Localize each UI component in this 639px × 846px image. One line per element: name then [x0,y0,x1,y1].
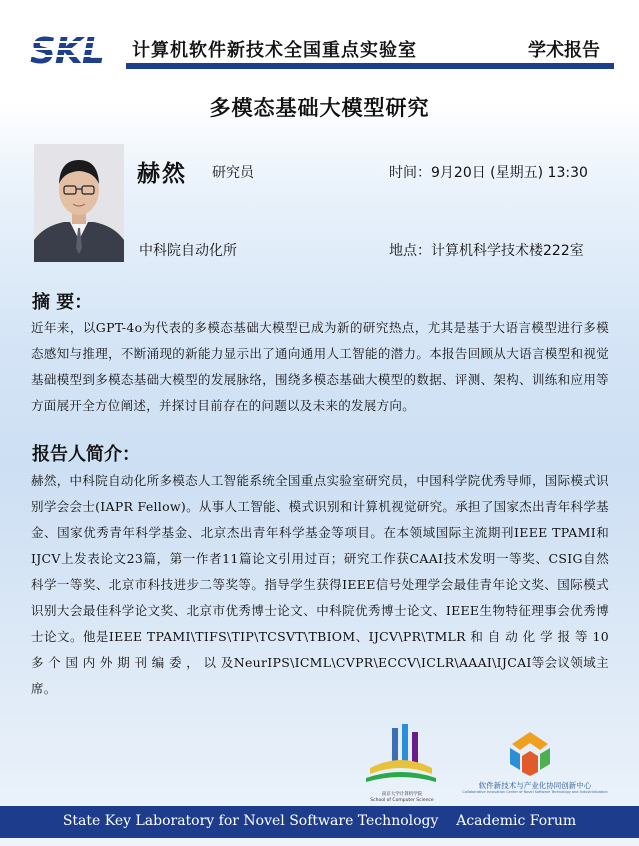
speaker-organization: 中科院自动化所 [139,243,237,259]
bio-heading: 报告人简介： [32,444,140,465]
header-divider [126,63,614,69]
abstract-text: 近年来，以GPT-4o为代表的多模态基础大模型已成为新的研究热点，尤其是基于大语言模型进行多模态感知与推理，不断涌现的新能力显示出了通向通用人工智能的潜力。本报告回顾从大语言模型和视觉基础模型到多模态基础大模型的发展脉络，围绕多模态基础大模型的数据、评测、架构、训练和应用等方面展开全方位阐述，并探讨目前存在的问题以及未来的发展方向。 [31,320,609,413]
footer-bar [0,806,639,838]
footer-text: State Key Laboratory for Novel Software Technology Academic Forum [62,813,577,829]
skl-logo-text: SKL [30,31,104,70]
event-time: 时间：9月20日 (星期五) 13:30 [389,165,588,181]
nju-cs-logo-text-en: School of Computer Science [370,798,434,803]
header [0,0,639,80]
bio-text: 赫然，中科院自动化所多模态人工智能系统全国重点实验室研究员，中国科学院优秀导师，国际模式识别学会会士(IAPR Fellow)。从事人工智能、模式识别和计算机视觉研究。承担了国家杰出青年科学基金、国家优秀青年科学基金、北京杰出青年科学基金等项目。在本领域国际主流期刊IEEE TPAMI和IJCV上发表论文23篇，第一作者11篇论文引用过百；研究工作获CAAI技术发明一等奖、CSIG自然科学一等奖、北京市科技进步二等奖等。指导学生获得IEEE信号处理学会最佳青年论文奖、国际模式识别大会最佳科学论文奖、北京市优秀博士论文、中科院优秀博士论文、IEEE生物特征理事会优秀博士论文。他是IEEE TPAMI\TIFS\TIP\TCSVT\TBIOM、IJCV\PR\TMLR 和 自 动 化 学 报 等 10 多 个 国 内 外 期 刊 编 委 ， 以 及NeurIPS\ICML\CVPR\ECCV\ICLR\AAAI\IJCAI等会议领域主席。 [31,473,609,696]
event-location: 地点：计算机科学技术楼222室 [389,243,584,259]
innovation-center-subtitle: Collaborative Innovation Center of Novel Software Technology and Industrialization [462,790,608,794]
nju-cs-logo-text-cn: 南京大学计算机学院 [381,792,423,797]
speaker-title: 研究员 [212,165,254,181]
nju-cs-logo-text [362,792,442,804]
lab-name: 计算机软件新技术全国重点实验室 [132,40,417,61]
speaker-photo [34,144,124,262]
skl-logo [28,30,122,70]
report-tag: 学术报告 [528,40,600,61]
person-silhouette-icon [34,144,124,262]
talk-title: 多模态基础大模型研究 [209,96,430,120]
nju-cs-logo [362,722,440,790]
abstract-heading: 摘 要： [32,292,93,313]
speaker-name: 赫然 [137,160,187,187]
innovation-center-logo [500,730,560,776]
innovation-center-name: 软件新技术与产业化协同创新中心 [478,781,592,790]
